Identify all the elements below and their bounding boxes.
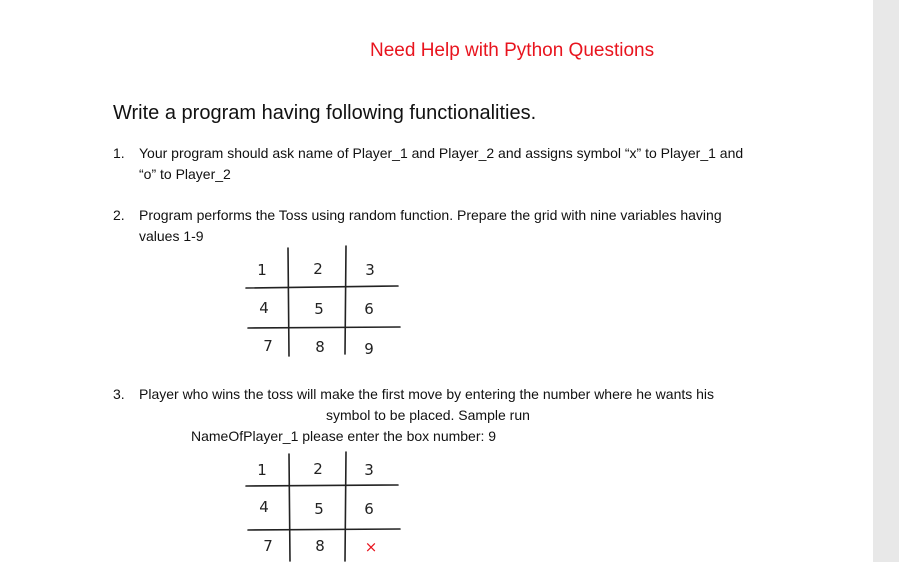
grid-cell: 8 [315, 338, 325, 356]
list-item-number: 3. [113, 386, 125, 402]
list-item-line: Your program should ask name of Player_1 and Player_2 and assigns symbol “x” to Player_1 and [139, 145, 744, 161]
tic-tac-toe-grid-after-move [238, 450, 408, 562]
grid-cell: 3 [364, 461, 374, 479]
grid-cell: 6 [364, 300, 374, 318]
grid-cell: 7 [263, 337, 273, 355]
grid-cell: 9 [364, 340, 374, 358]
list-item-number: 2. [113, 207, 125, 223]
grid-cell: 4 [259, 498, 269, 516]
grid-cell: 3 [365, 261, 375, 279]
grid-cell: 7 [263, 537, 273, 555]
list-item-line: Program performs the Toss using random function. Prepare the grid with nine variables having [139, 207, 722, 223]
grid-cell: 1 [257, 461, 267, 479]
intro-text: Write a program having following functionalities. [113, 102, 537, 124]
grid-cell: 2 [313, 460, 323, 478]
sample-prompt-line: NameOfPlayer_1 please enter the box number: 9 [191, 428, 497, 444]
list-item-line: “o” to Player_2 [139, 166, 231, 182]
list-item-line: symbol to be placed. Sample run [326, 407, 530, 423]
tic-tac-toe-grid-initial [238, 244, 408, 364]
list-item-line: values 1-9 [139, 228, 204, 244]
list-item-number: 1. [113, 145, 125, 161]
grid-cell: 5 [314, 300, 324, 318]
page-heading: Need Help with Python Questions [370, 40, 655, 61]
grid-cell: 6 [364, 500, 374, 518]
grid-cell: 8 [315, 537, 325, 555]
grid-cell: 5 [314, 500, 324, 518]
grid-cell: 1 [257, 261, 267, 279]
list-item-line: Player who wins the toss will make the first move by entering the number where he wants his [139, 386, 715, 402]
grid-cell: 4 [259, 299, 269, 317]
x-mark-cell: × [364, 538, 378, 556]
vertical-scrollbar[interactable] [873, 0, 899, 562]
grid-cell: 2 [313, 260, 323, 278]
